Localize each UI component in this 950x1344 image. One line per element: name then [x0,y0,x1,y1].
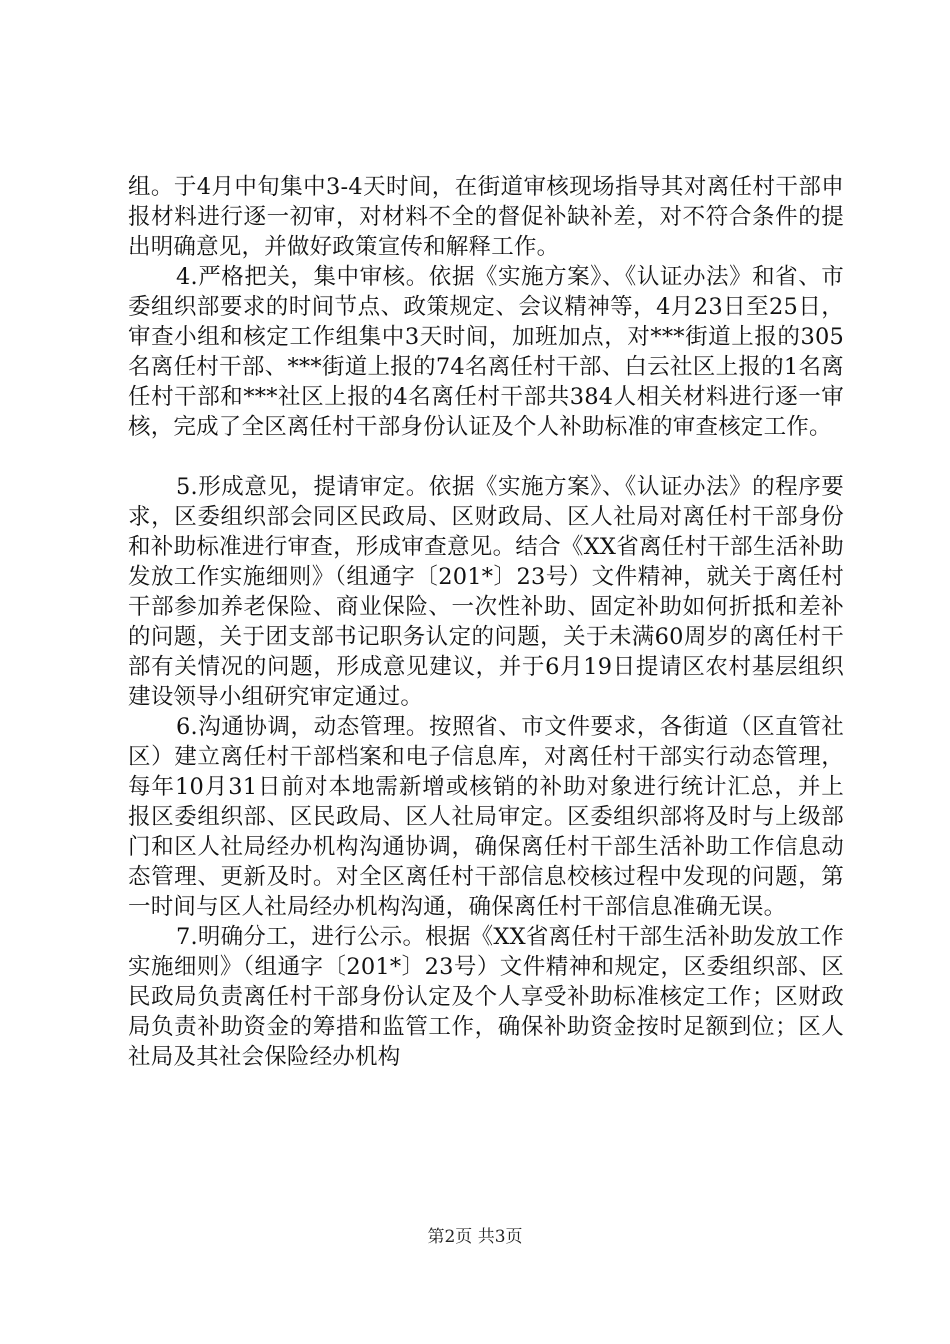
paragraph-continued: 组。于4月中旬集中3-4天时间，在街道审核现场指导其对离任村干部申报材料进行逐一初审，对材料不全的督促补缺补差，对不符合条件的提出明确意见，并做好政策宣传和解释工作。 [128,174,844,260]
paragraph-item-7: 7.明确分工，进行公示。根据《XX省离任村干部生活补助发放工作实施细则》（组通字〔201*〕23号）文件精神和规定，区委组织部、区民政局负责离任村干部身份认定及个人享受补助标准核定工作；区财政局负责补助资金的筹措和监管工作，确保补助资金按时足额到位；区人社局及其社会保险经办机构 [128,924,844,1070]
document-body [128,172,844,1072]
paragraph-item-5: 5.形成意见，提请审定。依据《实施方案》、《认证办法》的程序要求，区委组织部会同区民政局、区财政局、区人社局对离任村干部身份和补助标准进行审查，形成审查意见。结合《XX省离任村干部生活补助发放工作实施细则》（组通字〔201*〕23号）文件精神，就关于离任村干部参加养老保险、商业保险、一次性补助、固定补助如何折抵和差补的问题，关于团支部书记职务认定的问题，关于未满60周岁的离任村干部有关情况的问题，形成意见建议，并于6月19日提请区农村基层组织建设领导小组研究审定通过。 [128,474,844,710]
page-footer [0,1226,950,1248]
paragraph-item-6: 6.沟通协调，动态管理。按照省、市文件要求，各街道（区直管社区）建立离任村干部档案和电子信息库，对离任村干部实行动态管理，每年10月31日前对本地需新增或核销的补助对象进行统计汇总，并上报区委组织部、区民政局、区人社局审定。区委组织部将及时与上级部门和区人社局经办机构沟通协调，确保离任村干部生活补助工作信息动态管理、更新及时。对全区离任村干部信息校核过程中发现的问题，第一时间与区人社局经办机构沟通，确保离任村干部信息准确无误。 [128,714,844,920]
page-number-indicator: 第2页 共3页 [427,1227,523,1247]
paragraph-item-4: 4.严格把关，集中审核。依据《实施方案》、《认证办法》和省、市委组织部要求的时间节点、政策规定、会议精神等，4月23日至25日，审查小组和核定工作组集中3天时间，加班加点，对***街道上报的305名离任村干部、***街道上报的74名离任村干部、白云社区上报的1名离任村干部和***社区上报的4名离任村干部共384人相关材料进行逐一审核，完成了全区离任村干部身份认证及个人补助标准的审查核定工作。 [128,264,844,440]
